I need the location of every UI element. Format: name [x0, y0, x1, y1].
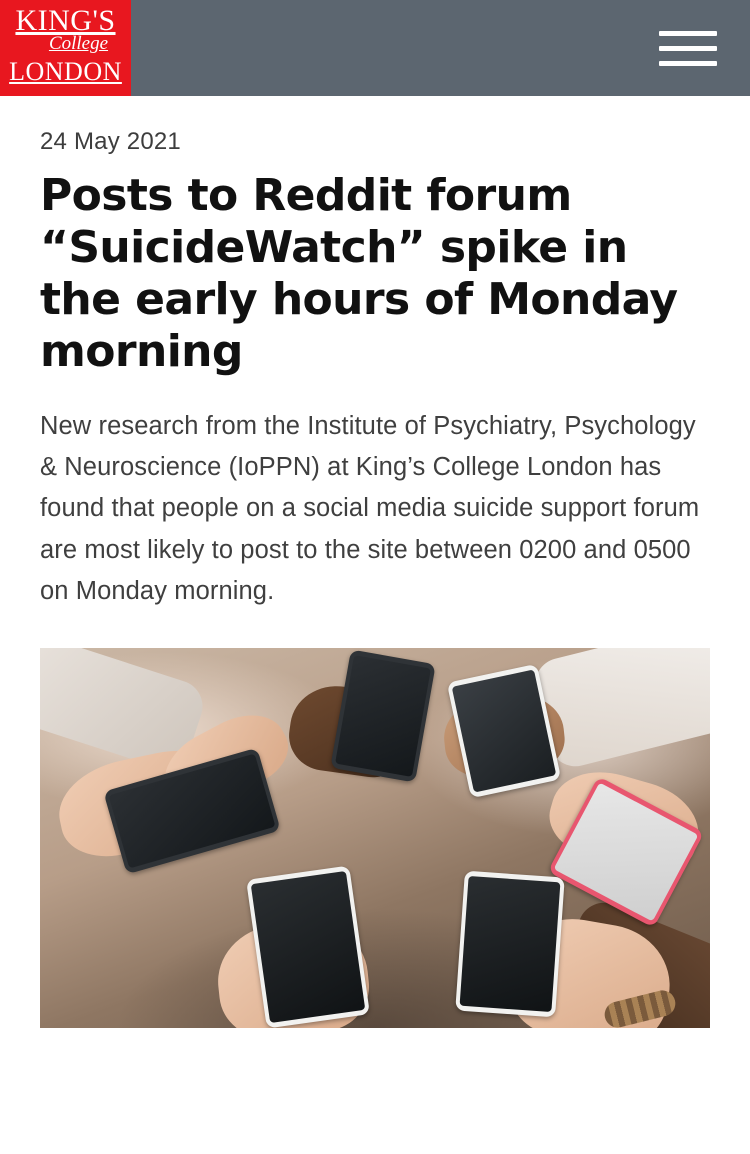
hamburger-menu-icon[interactable]: [640, 0, 736, 96]
page-bottom-spacer: [0, 1028, 750, 1056]
smartphone-bottom-left: [246, 866, 370, 1029]
logo-line-college: College: [48, 32, 109, 54]
article-header-block: [0, 96, 750, 612]
menu-bar-top: [659, 31, 717, 36]
smartphone-bottom-right: [455, 871, 565, 1018]
logo-line-london: LONDON: [9, 56, 122, 86]
article-main: [0, 96, 750, 1056]
menu-bar-middle: [659, 46, 717, 51]
article-date: 24 May 2021: [40, 128, 181, 155]
logo-line-kings: KING'S: [15, 3, 116, 37]
kings-college-london-logo[interactable]: [0, 0, 131, 96]
page-title: Posts to Reddit forum “SuicideWatch” spike in the early hours of Monday morning: [40, 170, 678, 377]
hands-holding-smartphones-photo: [40, 648, 710, 1028]
photo-background: [40, 648, 710, 1028]
site-header: [0, 0, 750, 96]
article-standfirst: New research from the Institute of Psychiatry, Psychology & Neuroscience (IoPPN) at King’s College London has found that people on a social media suicide support forum are most likely to post to the site between 0200 and 0500 on Monday morning.: [40, 411, 700, 605]
smartphone-top-center: [330, 650, 436, 783]
menu-bar-bottom: [659, 61, 717, 66]
